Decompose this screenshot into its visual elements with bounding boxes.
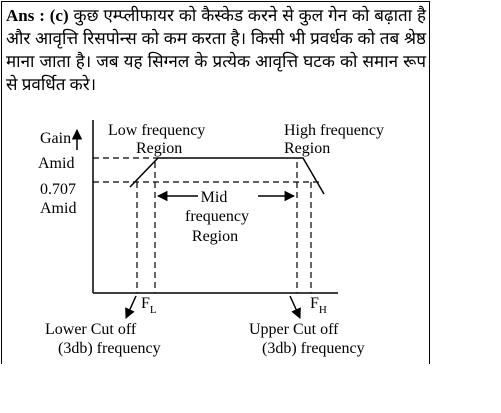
upper-cut-line1: Upper Cut off: [249, 321, 339, 338]
fl-label: $F_L$: [141, 295, 157, 316]
answer-text: कुछ एम्प्लीफायर को कैस्केड करने से कुल गेन को बढ़ाता है और आवृत्ति रिसपोन्स को कम करता है। किसी भी प्रवर्धक को तब श्रेष्ठ माना जाता है। जब यह सिग्नल के प्रत्येक आवृत्ति घटक को समान रूप से प्रवर्धित करे।: [6, 6, 426, 94]
lower-cut-line1: Lower Cut off: [45, 321, 137, 338]
answer-prefix: Ans : (c): [6, 6, 69, 25]
fh-pointer-arrow: [290, 296, 300, 318]
mid-line2: frequency: [185, 208, 249, 225]
low-region-line2: Region: [136, 140, 183, 157]
low-region-line1: Low frequency: [108, 122, 206, 139]
gain-label: Gain: [40, 130, 72, 147]
lower-cut-line2: (3db) frequency: [58, 340, 161, 357]
amid707-label: Amid: [40, 200, 77, 217]
mid-line1: Mid: [200, 189, 228, 206]
mid-line3: Region: [191, 228, 239, 245]
fh-label: $F_H$: [310, 295, 327, 316]
high-region-line2: Region: [284, 140, 331, 157]
fl-pointer-arrow: [126, 296, 136, 318]
high-region-line1: High frequency: [284, 122, 384, 139]
amid707-value: 0.707: [40, 181, 76, 198]
amid-label: Amid: [38, 155, 75, 172]
upper-cut-line2: (3db) frequency: [262, 340, 365, 357]
